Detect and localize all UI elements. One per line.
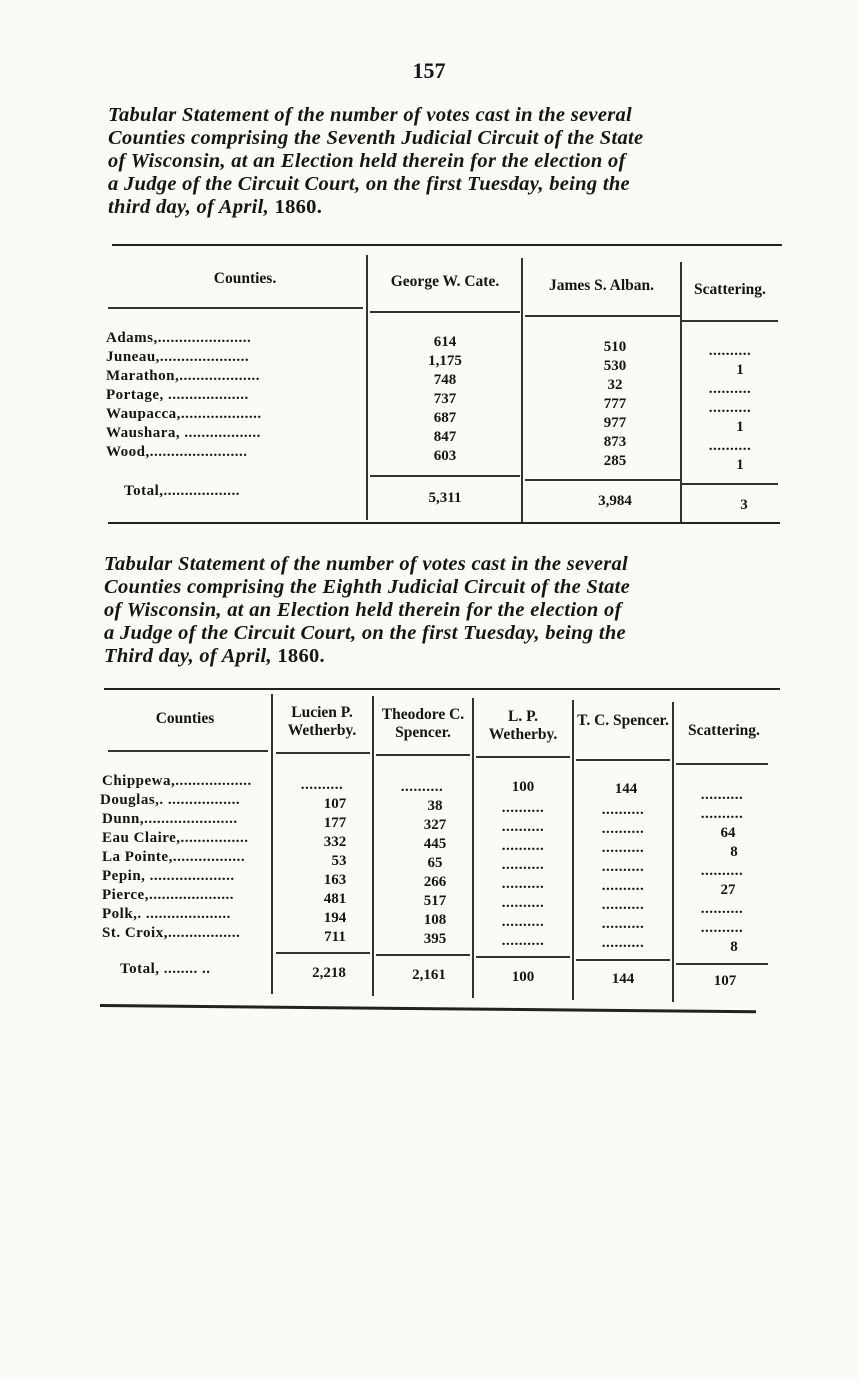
col-header-lucien: Lucien P. Wetherby. — [287, 704, 357, 739]
header-underline — [682, 320, 778, 322]
header-underline — [476, 756, 570, 758]
scattering-votes: .......... — [708, 438, 752, 454]
theodore-total: 2,161 — [412, 967, 446, 983]
col-header-theodore: Theodore C. Spencer. — [381, 706, 465, 741]
lucien-votes: 53 — [331, 853, 347, 869]
col-divider — [521, 258, 523, 523]
county-name: Eau Claire,................ — [102, 830, 249, 846]
county-name: Marathon,................... — [106, 368, 260, 384]
alban-votes: 977 — [603, 415, 627, 431]
lp-total: 100 — [511, 969, 535, 985]
scattering-votes: 1 — [736, 457, 744, 473]
col-header-tc: T. C. Spencer. — [577, 712, 669, 729]
county-name: Adams,...................... — [106, 330, 252, 346]
heading-year: 1860. — [277, 645, 325, 667]
heading-line: a Judge of the Circuit Court, on the first Tuesday, being the — [104, 622, 626, 644]
lp-votes: .......... — [501, 933, 545, 949]
tc-votes: .......... — [601, 935, 645, 951]
lucien-votes: 107 — [323, 796, 347, 812]
col-divider — [366, 255, 368, 520]
table1-bottom-rule — [108, 522, 780, 524]
tc-votes: .......... — [601, 897, 645, 913]
tc-total: 144 — [611, 971, 635, 987]
total-rule — [576, 959, 670, 961]
col-divider — [271, 694, 273, 994]
total-rule — [682, 483, 778, 485]
alban-votes: 873 — [603, 434, 627, 450]
lp-votes: .......... — [501, 914, 545, 930]
table2-bottom-rule — [100, 1004, 756, 1013]
cate-votes: 1,175 — [428, 353, 462, 369]
heading-line: of Wisconsin, at an Election held therein for the election of — [108, 150, 626, 172]
lp-votes: 100 — [511, 779, 535, 795]
col-divider — [672, 702, 674, 1002]
col-header-counties: Counties — [155, 710, 215, 727]
scattering-votes: .......... — [708, 400, 752, 416]
theodore-votes: 108 — [423, 912, 447, 928]
total-label: Total, ........ .. — [120, 961, 211, 977]
cate-votes: 614 — [433, 334, 457, 350]
lp-votes: .......... — [501, 895, 545, 911]
lp-votes: .......... — [501, 800, 545, 816]
county-name: Pepin, .................... — [102, 868, 235, 884]
county-name: Dunn,...................... — [102, 811, 238, 827]
scattering-votes: .......... — [700, 901, 744, 917]
cate-total: 5,311 — [428, 490, 462, 506]
heading-line — [108, 196, 807, 219]
theodore-votes: 395 — [423, 931, 447, 947]
col-header-alban: James S. Alban. — [548, 277, 655, 294]
alban-votes: 285 — [603, 453, 627, 469]
tc-votes: 144 — [614, 781, 638, 797]
cate-votes: 603 — [433, 448, 457, 464]
header-underline — [276, 752, 370, 754]
total-rule — [476, 956, 570, 958]
col-header-cate: George W. Cate. — [390, 273, 500, 290]
total-rule — [276, 952, 370, 954]
lucien-votes: 177 — [323, 815, 347, 831]
county-name: Waupacca,................... — [106, 406, 262, 422]
alban-total: 3,984 — [598, 493, 632, 509]
cate-votes: 847 — [433, 429, 457, 445]
scattering-votes: .......... — [700, 787, 744, 803]
heading-line: of Wisconsin, at an Election held therein for the election of — [104, 599, 622, 621]
heading-line: a Judge of the Circuit Court, on the first Tuesday, being the — [108, 173, 630, 195]
total-rule — [376, 954, 470, 956]
page-number: 157 — [412, 58, 446, 83]
heading-line: Tabular Statement of the number of votes cast in the several — [104, 553, 629, 575]
lucien-votes: 163 — [323, 872, 347, 888]
county-name: Chippewa,.................. — [102, 773, 252, 789]
table1-heading — [108, 104, 807, 219]
county-name: St. Croix,................. — [102, 925, 241, 941]
scattering-votes: .......... — [700, 920, 744, 936]
county-name: Portage, ................... — [106, 387, 249, 403]
heading-line: Counties comprising the Seventh Judicial Circuit of the State — [108, 127, 644, 149]
lp-votes: .......... — [501, 819, 545, 835]
lp-votes: .......... — [501, 838, 545, 854]
header-underline — [525, 315, 680, 317]
theodore-votes: 445 — [423, 836, 447, 852]
cate-votes: 748 — [433, 372, 457, 388]
scattering-votes: 8 — [730, 939, 738, 955]
lucien-votes: 481 — [323, 891, 347, 907]
total-rule — [370, 475, 520, 477]
lucien-votes: 332 — [323, 834, 347, 850]
county-name: La Pointe,................. — [102, 849, 246, 865]
header-underline — [108, 750, 268, 752]
county-name: Juneau,..................... — [106, 349, 250, 365]
county-name: Wood,....................... — [106, 444, 248, 460]
total-label: Total,.................. — [124, 483, 241, 499]
heading-line: Counties comprising the Eighth Judicial Circuit of the State — [104, 576, 631, 598]
scattering-total: 3 — [740, 497, 748, 513]
theodore-votes: .......... — [400, 779, 444, 795]
scattering-votes: .......... — [700, 863, 744, 879]
tc-votes: .......... — [601, 916, 645, 932]
theodore-votes: 65 — [427, 855, 443, 871]
theodore-votes: 517 — [423, 893, 447, 909]
tc-votes: .......... — [601, 821, 645, 837]
total-rule — [525, 479, 680, 481]
scattering-votes: 1 — [736, 419, 744, 435]
scattering-votes: .......... — [700, 806, 744, 822]
theodore-votes: 266 — [423, 874, 447, 890]
lucien-votes: 711 — [324, 929, 346, 945]
col-divider — [680, 262, 682, 524]
heading-line: Tabular Statement of the number of votes cast in the several — [108, 104, 633, 126]
col-header-lp: L. P. Wetherby. — [488, 708, 558, 743]
lp-votes: .......... — [501, 857, 545, 873]
county-name: Waushara, .................. — [106, 425, 261, 441]
heading-last-prefix: third day, of April, — [108, 196, 270, 218]
scattering-votes: 27 — [720, 882, 736, 898]
tc-votes: .......... — [601, 878, 645, 894]
col-header-scattering: Scattering. — [694, 281, 766, 298]
lucien-votes: 194 — [323, 910, 347, 926]
header-underline — [676, 763, 768, 765]
header-underline — [376, 754, 470, 756]
lp-votes: .......... — [501, 876, 545, 892]
scattering-votes: 64 — [720, 825, 736, 841]
col-header-scattering: Scattering. — [688, 722, 760, 739]
alban-votes: 530 — [603, 358, 627, 374]
header-underline — [576, 759, 670, 761]
scattering-total: 107 — [713, 973, 737, 989]
header-underline — [370, 311, 520, 313]
county-name: Pierce,.................... — [102, 887, 234, 903]
total-rule — [676, 963, 768, 965]
heading-year: 1860. — [274, 196, 323, 218]
scattering-votes: 8 — [730, 844, 738, 860]
theodore-votes: 38 — [427, 798, 443, 814]
header-underline — [108, 307, 363, 309]
scattering-votes: .......... — [708, 381, 752, 397]
county-name: Polk,. .................... — [102, 906, 231, 922]
tc-votes: .......... — [601, 840, 645, 856]
alban-votes: 32 — [607, 377, 623, 393]
tc-votes: .......... — [601, 859, 645, 875]
lucien-total: 2,218 — [312, 965, 346, 981]
alban-votes: 510 — [603, 339, 627, 355]
heading-line — [104, 645, 803, 668]
table2-top-rule — [104, 688, 780, 690]
alban-votes: 777 — [603, 396, 627, 412]
heading-last-prefix: Third day, of April, — [104, 645, 272, 667]
lucien-votes: .......... — [300, 777, 344, 793]
table1-top-rule — [112, 244, 782, 246]
table2-heading — [104, 553, 803, 668]
col-divider — [572, 700, 574, 1000]
tc-votes: .......... — [601, 802, 645, 818]
county-name: Douglas,. ................. — [100, 792, 241, 808]
cate-votes: 687 — [433, 410, 457, 426]
col-header-counties: Counties. — [213, 270, 277, 287]
theodore-votes: 327 — [423, 817, 447, 833]
scattering-votes: 1 — [736, 362, 744, 378]
cate-votes: 737 — [433, 391, 457, 407]
scattering-votes: .......... — [708, 343, 752, 359]
